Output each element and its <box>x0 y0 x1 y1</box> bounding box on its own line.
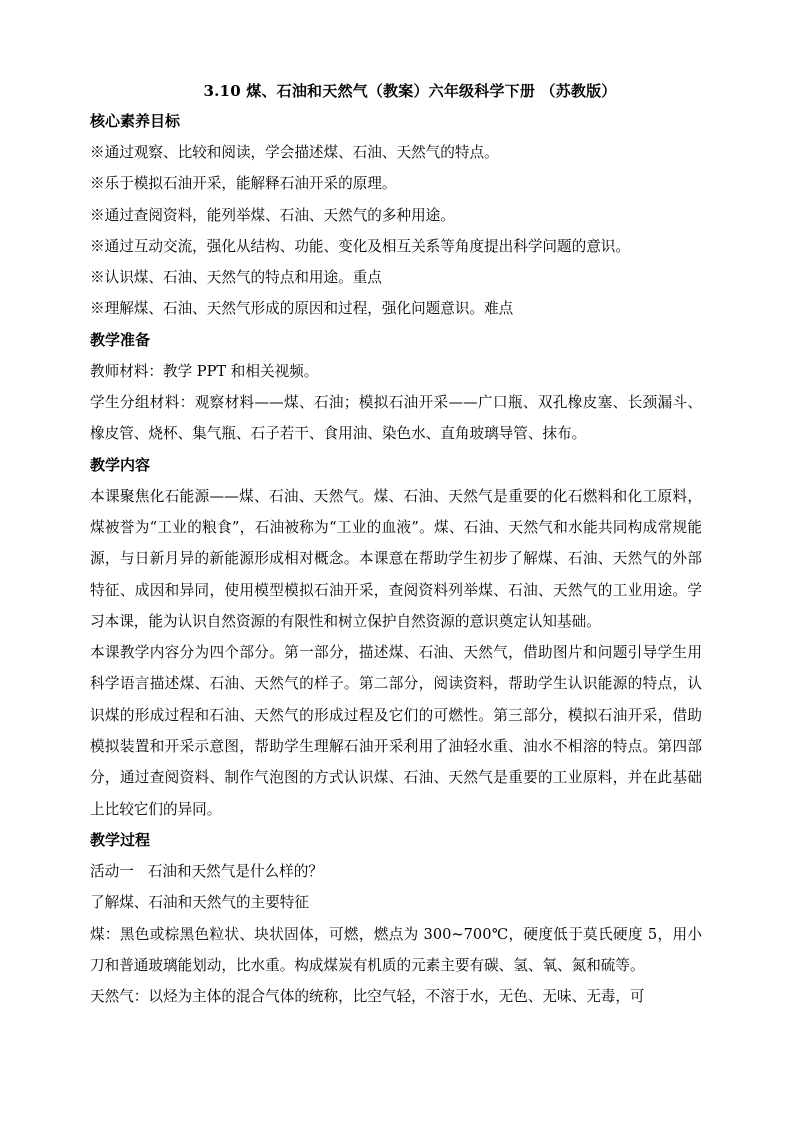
goal-item: ※通过观察、比较和阅读，学会描述煤、石油、天然气的特点。 <box>90 144 499 161</box>
activity-label: 活动一 <box>90 862 134 880</box>
prep-heading: 教学准备 <box>90 330 151 349</box>
content-paragraph-1: 本课聚焦化石能源——煤、石油、天然气。煤、石油、天然气是重要的化石燃料和化工原料，煤被誉为“工业的粮食”，石油被称为“工业的血液”。煤、石油、天然气和水能共同构成常规能源，与日新月异的新能源形成相对概念。本课意在帮助学生初步了解煤、石油、天然气的外部特征、成因和异同，使用模型模拟石油开采，查阅资料列举煤、石油、天然气的工业用途。学习本课，能为认识自然资源的有限性和树立保护自然资源的意识奠定认知基础。 <box>90 487 702 630</box>
process-heading: 教学过程 <box>90 830 151 849</box>
goal-item: ※乐于模拟石油开采，能解释石油开采的原理。 <box>90 175 397 193</box>
goal-item: ※通过互动交流，强化从结构、功能、变化及相互关系等角度提出科学问题的意识。 <box>90 237 630 255</box>
goals-heading: 核心素养目标 <box>90 112 181 130</box>
teacher-materials: 教师材料：教学 PPT 和相关视频。 <box>90 362 319 380</box>
document-page <box>90 76 702 1012</box>
content-paragraph-2: 本课教学内容分为四个部分。第一部分，描述煤、石油、天然气，借助图片和问题引导学生用科学语言描述煤、石油、天然气的样子。第二部分，阅读资料，帮助学生认识能源的特点，认识煤的形成过程和石油、天然气的形成过程及它们的可燃性。第三部分，模拟石油开采，借助模拟装置和开采示意图，帮助学生理解石油开采利用了油轻水重、油水不相溶的特点。第四部分，通过查阅资料、制作气泡图的方式认识煤、石油、天然气是重要的工业原料，并在此基础上比较它们的异同。 <box>90 644 702 818</box>
goal-item: ※通过查阅资料，能列举煤、石油、天然气的多种用途。 <box>90 206 455 224</box>
content-heading: 教学内容 <box>90 455 151 474</box>
activity-title: 石油和天然气是什么样的？ <box>147 862 323 880</box>
document-title: 3.10 煤、石油和天然气（教案）六年级科学下册 （苏教版） <box>203 82 617 100</box>
goal-item: ※认识煤、石油、天然气的特点和用途。重点 <box>90 269 382 287</box>
activity-line <box>90 856 702 887</box>
gas-description: 天然气：以烃为主体的混合气体的统称，比空气轻，不溶于水，无色、无味、无毒，可 <box>90 988 645 1006</box>
goal-item: ※理解煤、石油、天然气形成的原因和过程，强化问题意识。难点 <box>90 300 514 318</box>
activity-subtitle: 了解煤、石油和天然气的主要特征 <box>90 894 309 912</box>
student-materials: 学生分组材料：观察材料——煤、石油；模拟石油开采——广口瓶、双孔橡皮塞、长颈漏斗、橡皮管、烧杯、集气瓶、石子若干、食用油、染色水、直角玻璃导管、抹布。 <box>90 394 702 443</box>
coal-description: 煤：黑色或棕黑色粒状、块状固体，可燃，燃点为 300~700℃，硬度低于莫氏硬度 5，用小刀和普通玻璃能划动，比水重。构成煤炭有机质的元素主要有碳、氢、氧、氮和硫等。 <box>90 925 702 974</box>
